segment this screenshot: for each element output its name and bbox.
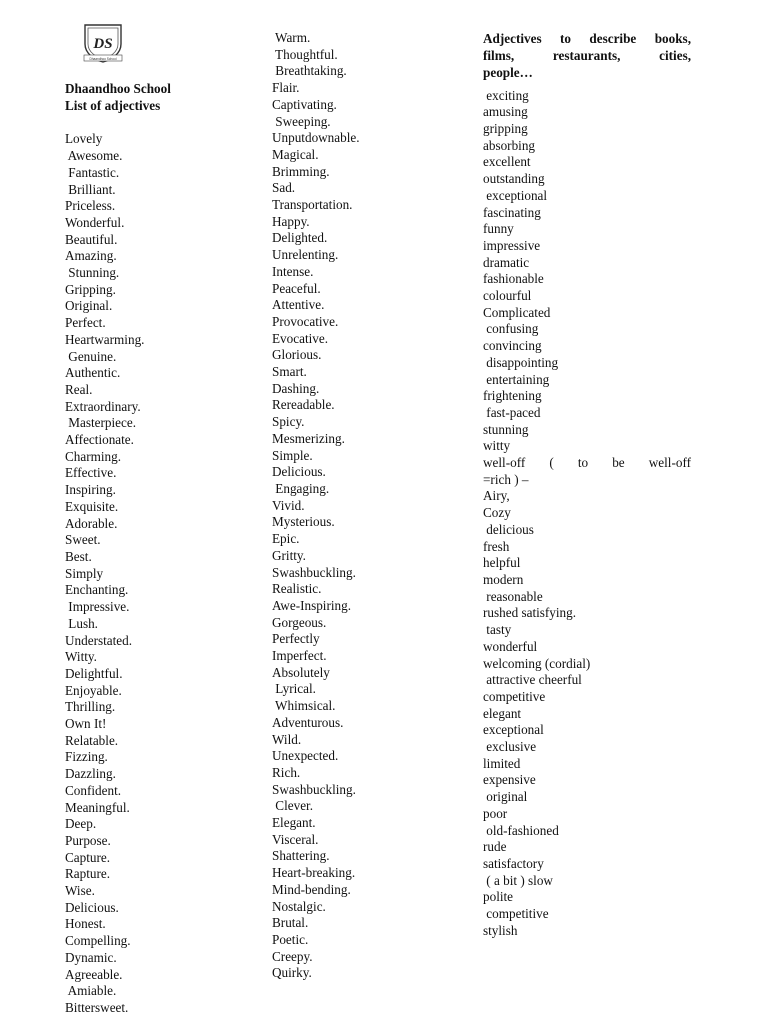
adjective-item: Honest.: [65, 916, 106, 932]
adjective-item: Wise.: [65, 883, 95, 899]
adjective-item: Real.: [65, 381, 93, 397]
adjective-item: Brilliant.: [65, 181, 116, 197]
svg-text:DS: DS: [93, 36, 113, 52]
adjective-list-1: [65, 131, 240, 1016]
adjective-item: Epic.: [272, 531, 300, 547]
adjective-item: Witty.: [65, 649, 97, 665]
adjective-item: Heartwarming.: [65, 331, 145, 347]
shield-logo-icon: [81, 22, 125, 64]
adjective-item: Bittersweet.: [65, 999, 129, 1015]
adjective-item: Dashing.: [272, 380, 320, 396]
adjective-item: Exquisite.: [65, 498, 119, 514]
adjective-item: Masterpiece.: [65, 415, 137, 431]
adjective-item: Delightful.: [65, 665, 123, 681]
adjective-item: Perfectly: [272, 631, 320, 647]
adjective-item: Rereadable.: [272, 397, 335, 413]
adjective-item: Transportation.: [272, 197, 353, 213]
adjective-list-2: [272, 30, 462, 982]
adjective-item: Absolutely: [272, 664, 330, 680]
adjective-item: Genuine.: [65, 348, 117, 364]
adjective-item: Enjoyable.: [65, 682, 122, 698]
adjective-item: Inspiring.: [65, 482, 116, 498]
adjective-item: Amazing.: [65, 248, 117, 264]
adjective-item: colourful: [483, 288, 532, 304]
adjective-item: Poetic.: [272, 931, 309, 947]
adjective-item: funny: [483, 221, 514, 237]
adjective-item: Sweet.: [65, 532, 101, 548]
adjective-item: Complicated: [483, 304, 551, 320]
adjective-item: excellent: [483, 154, 531, 170]
well-off-word: be: [612, 455, 625, 471]
adjective-item: Delicious.: [65, 899, 119, 915]
adjective-item: Enchanting.: [65, 582, 129, 598]
adjective-item: witty: [483, 438, 511, 454]
adjective-item: Mysterious.: [272, 514, 335, 530]
adjective-item: Compelling.: [65, 933, 131, 949]
adjective-item: Smart.: [272, 364, 307, 380]
adjective-item: Quirky.: [272, 965, 312, 981]
adjective-item: Authentic.: [65, 365, 121, 381]
adjective-item: Awesome.: [65, 148, 123, 164]
adjective-item: convincing: [483, 338, 542, 354]
adjective-item: Lyrical.: [272, 681, 316, 697]
adjective-item: old-fashioned: [483, 822, 559, 838]
adjective-item: outstanding: [483, 171, 545, 187]
adjective-item: Confident.: [65, 782, 122, 798]
adjective-item: Charming.: [65, 448, 122, 464]
adjective-item: stunning: [483, 421, 529, 437]
adjective-item: Whimsical.: [272, 698, 336, 714]
adjective-item: competitive: [483, 688, 546, 704]
adjective-item: Mind-bending.: [272, 881, 351, 897]
adjective-item: Understated.: [65, 632, 133, 648]
adjective-item: Gritty.: [272, 547, 306, 563]
adjective-item: expensive: [483, 772, 536, 788]
adjective-item: Purpose.: [65, 832, 111, 848]
school-heading: [65, 80, 240, 114]
list-title: List of adjectives: [65, 98, 161, 114]
adjective-item: elegant: [483, 705, 522, 721]
adjective-item: exceptional: [483, 187, 548, 203]
svg-text:Dhaandhoo School: Dhaandhoo School: [89, 56, 117, 61]
adjective-item: Swashbuckling.: [272, 781, 356, 797]
adjective-item: Deep.: [65, 816, 97, 832]
adjective-item: Adventurous.: [272, 714, 344, 730]
adjective-item: reasonable: [483, 588, 543, 604]
adjective-item: Captivating.: [272, 96, 337, 112]
adjective-item: Spicy.: [272, 414, 305, 430]
adjective-item: Shattering.: [272, 848, 330, 864]
adjective-item: Attentive.: [272, 297, 325, 313]
adjective-item: attractive cheerful: [483, 672, 582, 688]
adjective-item: gripping: [483, 121, 528, 137]
well-off-continuation: =rich ) –: [483, 471, 529, 487]
school-logo: [81, 22, 125, 64]
adjective-item: Dazzling.: [65, 766, 116, 782]
adjective-item: confusing: [483, 321, 539, 337]
adjective-item: Engaging.: [272, 480, 330, 496]
adjective-item: Gripping.: [65, 281, 116, 297]
adjective-item: Wonderful.: [65, 214, 125, 230]
adjective-item: Fantastic.: [65, 164, 120, 180]
adjective-item: delicious: [483, 521, 534, 537]
describe-heading-line: Adjectives to describe books,: [483, 31, 691, 46]
column-2: [272, 30, 462, 982]
adjective-item: Agreeable.: [65, 966, 123, 982]
adjective-item: Clever.: [272, 798, 314, 814]
adjective-item: stylish: [483, 922, 518, 938]
adjective-item: impressive: [483, 237, 541, 253]
adjective-item: frightening: [483, 388, 542, 404]
adjective-item: Cozy: [483, 505, 511, 521]
well-off-word: (: [549, 455, 554, 471]
adjective-item: Delighted.: [272, 230, 328, 246]
adjective-item: fascinating: [483, 204, 541, 220]
well-off-word: to: [577, 455, 589, 471]
adjective-item: Fizzing.: [65, 749, 108, 765]
adjective-item: Delicious.: [272, 464, 326, 480]
adjective-item: Realistic.: [272, 581, 322, 597]
adjective-item: entertaining: [483, 371, 550, 387]
adjective-item: poor: [483, 805, 508, 821]
adjective-item: Imperfect.: [272, 648, 327, 664]
adjective-item: fast-paced: [483, 404, 541, 420]
adjective-item: Extraordinary.: [65, 398, 141, 414]
adjective-item: exciting: [483, 87, 529, 103]
adjective-item: Peaceful.: [272, 280, 321, 296]
adjective-item: fashionable: [483, 271, 544, 287]
school-name: Dhaandhoo School: [65, 81, 171, 96]
adjective-item: Magical.: [272, 146, 319, 162]
adjective-item: Happy.: [272, 213, 310, 229]
adjective-item: modern: [483, 572, 524, 587]
adjective-item: fresh: [483, 538, 510, 554]
adjective-item: Thrilling.: [65, 699, 116, 715]
adjective-item: amusing: [483, 104, 528, 120]
adjective-item: satisfactory: [483, 855, 544, 871]
adjective-item: Flair.: [272, 80, 300, 96]
well-off-line: [483, 455, 691, 472]
adjective-item: polite: [483, 889, 514, 905]
adjective-item: Brutal.: [272, 915, 309, 931]
adjective-item: Rapture.: [65, 866, 111, 882]
adjective-item: Heart-breaking.: [272, 865, 356, 881]
column-3: [483, 30, 691, 939]
adjective-item: Effective.: [65, 465, 117, 481]
adjective-list-3: [483, 88, 691, 940]
adjective-item: Breathtaking.: [272, 63, 347, 79]
adjective-item: dramatic: [483, 254, 530, 270]
adjective-item: Brimming.: [272, 163, 330, 179]
adjective-item: Adorable.: [65, 515, 118, 531]
adjective-item: Intense.: [272, 263, 314, 279]
adjective-item: limited: [483, 755, 521, 771]
adjective-item: Swashbuckling.: [272, 564, 356, 580]
column-1: [65, 80, 240, 1017]
describe-heading-line: people…: [483, 65, 533, 81]
adjective-item: disappointing: [483, 354, 559, 370]
adjective-item: welcoming (cordial): [483, 655, 591, 671]
adjective-item: Rich.: [272, 764, 301, 780]
adjective-item: Visceral.: [272, 831, 319, 847]
adjective-item: Lovely: [65, 131, 103, 147]
adjective-item: Elegant.: [272, 815, 316, 831]
describe-heading: [483, 30, 691, 82]
adjective-item: Meaningful.: [65, 799, 130, 815]
adjective-item: Glorious.: [272, 347, 322, 363]
adjective-item: Unrelenting.: [272, 247, 339, 263]
adjective-item: competitive: [483, 906, 549, 922]
adjective-item: Priceless.: [65, 198, 116, 214]
adjective-item: Awe-Inspiring.: [272, 597, 351, 613]
describe-heading-line: films, restaurants, cities,: [483, 48, 691, 64]
adjective-item: Warm.: [272, 30, 311, 45]
adjective-item: Unexpected.: [272, 748, 339, 764]
adjective-item: Mesmerizing.: [272, 430, 345, 446]
adjective-item: Nostalgic.: [272, 898, 326, 914]
adjective-item: rude: [483, 839, 507, 855]
adjective-item: Dynamic.: [65, 949, 117, 965]
adjective-item: Original.: [65, 298, 113, 314]
adjective-item: absorbing: [483, 137, 536, 153]
adjective-item: Capture.: [65, 849, 111, 865]
adjective-item: Simply: [65, 565, 104, 581]
adjective-item: exceptional: [483, 722, 544, 738]
adjective-item: Wild.: [272, 731, 302, 747]
adjective-item: rushed satisfying.: [483, 605, 577, 621]
adjective-item: Own It!: [65, 716, 107, 732]
adjective-item-well-off: [483, 455, 691, 488]
adjective-item: Amiable.: [65, 983, 117, 999]
adjective-item: Beautiful.: [65, 231, 118, 247]
adjective-item: exclusive: [483, 739, 537, 755]
adjective-item: Stunning.: [65, 265, 120, 281]
adjective-item: original: [483, 789, 528, 805]
adjective-item: Provocative.: [272, 313, 339, 329]
adjective-item: Perfect.: [65, 315, 106, 331]
adjective-item: Evocative.: [272, 330, 329, 346]
adjective-item: Lush.: [65, 615, 98, 631]
adjective-item: Sweeping.: [272, 113, 331, 129]
adjective-item: Affectionate.: [65, 432, 134, 448]
adjective-item: Simple.: [272, 447, 313, 463]
adjective-item: Creepy.: [272, 948, 313, 964]
adjective-item: Best.: [65, 548, 92, 564]
adjective-item: Thoughtful.: [272, 46, 338, 62]
well-off-word: well-off: [648, 455, 691, 471]
adjective-item: Gorgeous.: [272, 614, 327, 630]
adjective-item: wonderful: [483, 638, 538, 654]
adjective-item: helpful: [483, 555, 521, 571]
adjective-item: Unputdownable.: [272, 130, 360, 146]
adjective-item: Airy,: [483, 488, 510, 504]
adjective-item: ( a bit ) slow: [483, 872, 553, 888]
adjective-item: Relatable.: [65, 732, 119, 748]
adjective-item: Vivid.: [272, 497, 305, 513]
adjective-item: Sad.: [272, 180, 296, 196]
adjective-item: Impressive.: [65, 599, 130, 615]
adjective-item: tasty: [483, 622, 512, 638]
well-off-word: well-off: [483, 455, 526, 471]
